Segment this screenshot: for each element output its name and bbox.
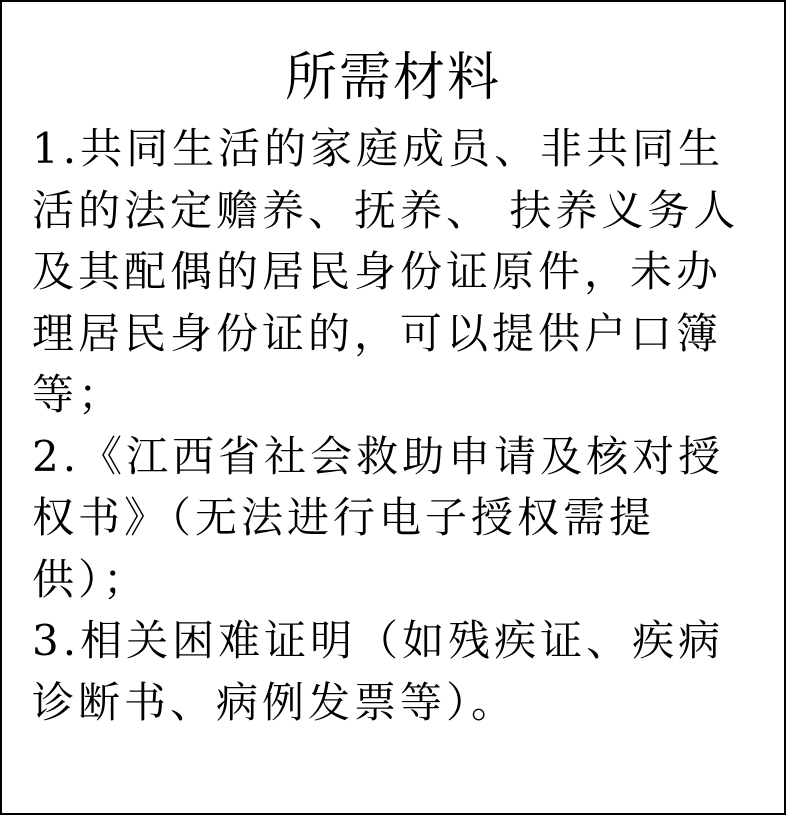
material-item-1: 1.共同生活的家庭成员、非共同生活的法定赡养、抚养、 扶养义务人及其配偶的居民身份证原件，未办理居民身份证的，可以提供户口簿等；	[32, 124, 740, 419]
document-title: 所需材料	[284, 48, 501, 108]
materials-list	[2, 118, 784, 733]
material-item-2: 2.《江西省社会救助申请及核对授权书》（无法进行电子授权需提供）；	[32, 431, 725, 604]
material-item-3: 3.相关困难证明（如残疾证、疾病诊断书、病例发票等）。	[32, 616, 725, 727]
